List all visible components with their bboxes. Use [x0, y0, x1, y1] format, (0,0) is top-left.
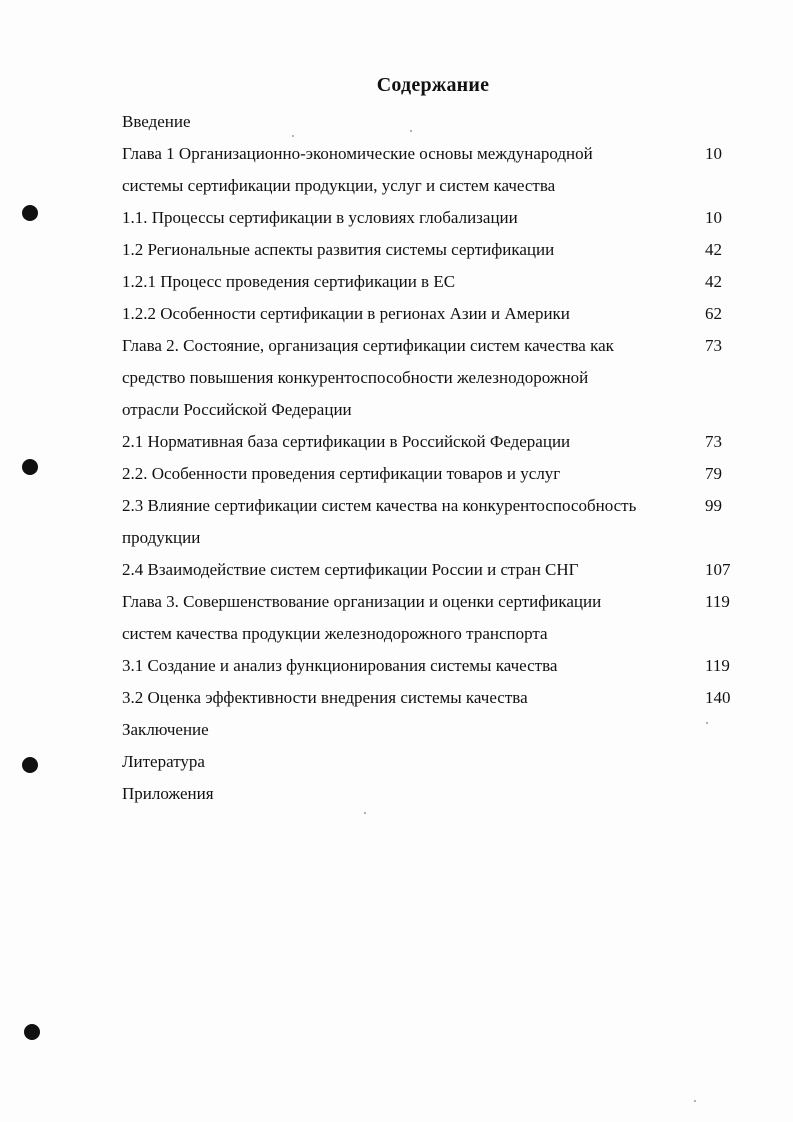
toc-entry-2-1: 2.1 Нормативная база сертификации в Российской Федерации [122, 432, 571, 451]
toc-entry-chapter-2-cont: средство повышения конкурентоспособности железнодорожной [122, 368, 589, 387]
toc-entry-chapter-1: Глава 1 Организационно-экономические основы международной [122, 144, 593, 163]
toc-page-number: 140 [705, 688, 731, 707]
toc-page-number: 10 [705, 208, 722, 227]
toc-page-number: 62 [705, 304, 722, 323]
scan-speck [706, 722, 708, 724]
toc-entry-appendices: Приложения [122, 784, 214, 803]
scan-speck [694, 1100, 696, 1102]
punch-hole-icon [22, 205, 38, 221]
toc-page-number: 10 [705, 144, 722, 163]
page-title: Содержание [376, 74, 490, 96]
toc-entry-literature: Литература [122, 752, 205, 771]
toc-page-number: 73 [705, 432, 722, 451]
toc-page-number: 42 [705, 272, 722, 291]
scan-speck [364, 812, 366, 814]
toc-page-number: 119 [705, 656, 730, 675]
toc-entry-chapter-3-cont: систем качества продукции железнодорожного транспорта [122, 624, 548, 643]
punch-hole-icon [22, 757, 38, 773]
toc-entry-1-2-1: 1.2.1 Процесс проведения сертификации в ЕС [122, 272, 456, 291]
toc-entry-2-3-cont: продукции [122, 528, 201, 547]
toc-entry-conclusion: Заключение [122, 720, 209, 739]
punch-hole-icon [24, 1024, 40, 1040]
toc-entry-2-2: 2.2. Особенности проведения сертификации товаров и услуг [122, 464, 561, 483]
toc-entry-1-2-2: 1.2.2 Особенности сертификации в регионах Азии и Америки [122, 304, 570, 323]
toc-entry-chapter-2-cont: отрасли Российской Федерации [122, 400, 352, 419]
toc-page-number: 42 [705, 240, 722, 259]
toc-entry-2-3: 2.3 Влияние сертификации систем качества на конкурентоспособность [122, 496, 637, 515]
toc-entry-chapter-3: Глава 3. Совершенствование организации и оценки сертификации [122, 592, 602, 611]
scan-speck [410, 130, 412, 132]
toc-page-number: 73 [705, 336, 722, 355]
toc-entry-intro: Введение [122, 112, 191, 131]
toc-entry-2-4: 2.4 Взаимодействие систем сертификации России и стран СНГ [122, 560, 579, 579]
toc-entry-chapter-2: Глава 2. Состояние, организация сертификации систем качества как [122, 336, 614, 355]
toc-entry-3-1: 3.1 Создание и анализ функционирования системы качества [122, 656, 558, 675]
toc-page-number: 79 [705, 464, 722, 483]
punch-hole-icon [22, 459, 38, 475]
toc-entry-3-2: 3.2 Оценка эффективности внедрения системы качества [122, 688, 528, 707]
toc-entry-1-1: 1.1. Процессы сертификации в условиях глобализации [122, 208, 518, 227]
toc-entry-chapter-1-cont: системы сертификации продукции, услуг и систем качества [122, 176, 556, 195]
toc-page-number: 107 [705, 560, 731, 579]
toc-page-number: 119 [705, 592, 730, 611]
toc-entry-1-2: 1.2 Региональные аспекты развития системы сертификации [122, 240, 555, 259]
toc-page-number: 99 [705, 496, 722, 515]
scan-speck [292, 135, 294, 137]
